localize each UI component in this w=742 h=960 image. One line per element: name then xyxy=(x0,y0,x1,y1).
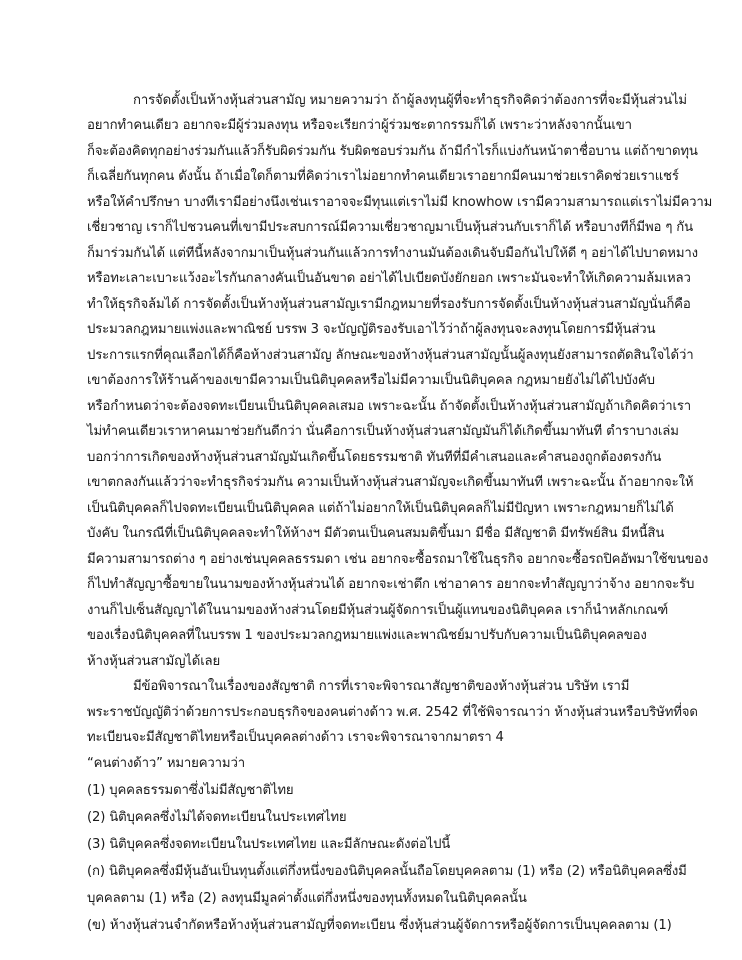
list-item-3-b: (ข) ห้างหุ้นส่วนจำกัดหรือห้างหุ้นส่วนสามัญที่จดทะเบียน ซึ่งหุ้นส่วนผู้จัดการหรือผู้จัดการเป็นบุคคลตาม (1) xyxy=(87,918,672,933)
paragraph-1-line-18: บังคับ ในกรณีที่เป็นนิติบุคคลจะทำให้ห้างฯ มีตัวตนเป็นคนสมมติขึ้นมา มีชื่อ มีสัญชาติ มีทรัพย์สิน มีหนี้สิน xyxy=(87,526,665,541)
paragraph-2-line-1: มีข้อพิจารณาในเรื่องของสัญชาติ การที่เราจะพิจารณาสัญชาติของห้างหุ้นส่วน บริษัท เรามี xyxy=(133,679,630,694)
paragraph-1-line-22: ของเรื่องนิติบุคคลที่ในบรรพ 1 ของประมวลกฎหมายแพ่งและพาณิชย์มาปรับกับความเป็นนิติบุคคลของ xyxy=(87,628,647,643)
paragraph-1-line-12: เขาต้องการให้ร้านค้าของเขามีความเป็นนิติบุคคลหรือไม่มีความเป็นนิติบุคคล กฎหมายยังไม่ได้ไปบังคับ xyxy=(87,373,655,388)
paragraph-1-line-11: ประการแรกที่คุณเลือกได้ก็คือห้างส่วนสามัญ ลักษณะของห้างหุ้นส่วนสามัญนั้นผู้ลงทุนยังสามารถตัดสินใจได้ว่า xyxy=(87,348,694,363)
paragraph-1-line-5: หรือให้คำปรึกษา บางทีเรามีอย่างนึงเช่นเราอาจจะมีทุนแต่เราไม่มี knowhow เรามีความสามารถแต่เราไม่มีความ xyxy=(87,195,713,210)
paragraph-1-line-7: ก็มาร่วมกันได้ แต่ทีนี้หลังจากมาเป็นหุ้นส่วนกันแล้วการทำงานมันต้องเดินจับมือกันไปให้ดี ๆ อย่าได้ไปบาดหมาง xyxy=(87,246,698,261)
paragraph-1-line-6: เชี่ยวชาญ เราก็ไปชวนคนที่เขามีประสบการณ์มีความเชี่ยวชาญมาเป็นหุ้นส่วนกับเราก็ได้ หรือบางทีก็มีพอ ๆ กัน xyxy=(87,220,693,235)
paragraph-2-line-2: พระราชบัญญัติว่าด้วยการประกอบธุรกิจของคนต่างด้าว พ.ศ. 2542 ที่ใช้พิจารณาว่า ห้างหุ้นส่วนหรือบริษัทที่จด xyxy=(87,705,698,720)
paragraph-1-line-2: อยากทำคนเดียว อยากจะมีผู้ร่วมลงทุน หรือจะเรียกว่าผู้ร่วมชะตากรรมก็ได้ เพราะว่าหลังจากนั้นเขา xyxy=(87,118,632,133)
paragraph-1-line-20: ก็ไปทำสัญญาซื้อขายในนามของห้างหุ้นส่วนได้ อยากจะเช่าตึก เช่าอาคาร อยากจะทำสัญญาว่าจ้าง อยากจะรับ xyxy=(87,577,695,592)
paragraph-1-line-8: หรือทะเลาะเบาะแว้งอะไรกันกลางคันเป็นอันขาด อย่าได้ไปเบียดบังยักยอก เพราะมันจะทำให้เกิดความล้มเหลว xyxy=(87,271,691,286)
paragraph-1-line-10: ประมวลกฎหมายแพ่งและพาณิชย์ บรรพ 3 จะบัญญัติรองรับเอาไว้ว่าถ้าผู้ลงทุนจะลงทุนโดยการมีหุ้นส่วน xyxy=(87,322,656,337)
list-item-3: (3) นิติบุคคลซึ่งจดทะเบียนในประเทศไทย และมีลักษณะดังต่อไปนี้ xyxy=(87,837,451,852)
paragraph-1-line-1: การจัดตั้งเป็นห้างหุ้นส่วนสามัญ หมายความว่า ถ้าผู้ลงทุนผู้ที่จะทำธุรกิจคิดว่าต้องการที่จะมีหุ้นส่วนไม่ xyxy=(133,93,687,108)
paragraph-1-line-17: เป็นนิติบุคคลก็ไปจดทะเบียนเป็นนิติบุคคล แต่ถ้าไม่อยากให้เป็นนิติบุคคลก็ไม่มีปัญหา เพราะกฎหมายก็ไม่ได้ xyxy=(87,501,674,516)
paragraph-2-line-3: ทะเบียนจะมีสัญชาติไทยหรือเป็นบุคคลต่างด้าว เราจะพิจารณาจากมาตรา 4 xyxy=(87,730,504,745)
paragraph-1-line-14: ไม่ทำคนเดียวเราหาคนมาช่วยกันดีกว่า นั่นคือการเป็นห้างหุ้นส่วนสามัญมันก็ได้เกิดขึ้นมาทันที ตำราบางเล่ม xyxy=(87,424,679,439)
paragraph-1-line-19: มีความสามารถต่าง ๆ อย่างเช่นบุคคลธรรมดา เช่น อยากจะซื้อรถมาใช้ในธุรกิจ อยากจะซื้อรถปิคอัพมาใช้ขนของ xyxy=(87,552,709,567)
paragraph-1-line-23: ห้างหุ้นส่วนสามัญได้เลย xyxy=(87,654,221,669)
paragraph-1-line-3: ก็จะต้องคิดทุกอย่างร่วมกันแล้วก็รับผิดร่วมกัน รับผิดชอบร่วมกัน ถ้ามีกำไรก็แบ่งกันหน้าตาชื่อบาน แต่ถ้าขาดทุน xyxy=(87,144,698,159)
paragraph-1-line-21: งานก็ไปเซ็นสัญญาได้ในนามของห้างส่วนโดยมีหุ้นส่วนผู้จัดการเป็นผู้แทนของนิติบุคคล เราก็นำหลักเกณฑ์ xyxy=(87,603,669,618)
paragraph-1-line-4: ก็เฉลี่ยกันทุกคน ดังนั้น ถ้าเมื่อใดก็ตามที่คิดว่าเราไม่อยากทำคนเดียวเราอยากมีคนมาช่วยเราคิดช่วยเราแชร์ xyxy=(87,169,679,184)
list-item-2: (2) นิติบุคคลซึ่งไม่ได้จดทะเบียนในประเทศไทย xyxy=(87,810,347,825)
list-item-3-a-cont: บุคคลตาม (1) หรือ (2) ลงทุนมีมูลค่าตั้งแต่กึ่งหนึ่งของทุนทั้งหมดในนิติบุคคลนั้น xyxy=(87,891,527,906)
definition-heading: “คนต่างด้าว” หมายความว่า xyxy=(87,756,245,771)
paragraph-1-line-16: เขาตกลงกันแล้วว่าจะทำธุรกิจร่วมกัน ความเป็นห้างหุ้นส่วนสามัญจะเกิดขึ้นมาทันที เพราะฉะนั้น ถ้าอยากจะให้ xyxy=(87,475,694,490)
paragraph-1-line-13: หรือกำหนดว่าจะต้องจดทะเบียนเป็นนิติบุคคลเสมอ เพราะฉะนั้น ถ้าจัดตั้งเป็นห้างหุ้นส่วนสามัญถ้าเกิดคิดว่าเรา xyxy=(87,399,692,414)
list-item-1: (1) บุคคลธรรมดาซึ่งไม่มีสัญชาติไทย xyxy=(87,783,294,798)
list-item-3-a: (ก) นิติบุคคลซึ่งมีหุ้นอันเป็นทุนตั้งแต่กึ่งหนึ่งของนิติบุคคลนั้นถือโดยบุคคลตาม (1) หรือ (2) หรือนิติบุคคลซึ่งมี xyxy=(87,864,687,879)
paragraph-1-line-9: ทำให้ธุรกิจล้มได้ การจัดตั้งเป็นห้างหุ้นส่วนสามัญเรามีกฎหมายที่รองรับการจัดตั้งเป็นห้างหุ้นส่วนสามัญนั่นก็คือ xyxy=(87,297,691,312)
paragraph-1-line-15: บอกว่าการเกิดของห้างหุ้นส่วนสามัญมันเกิดขึ้นโดยธรรมชาติ ทันทีที่มีคำเสนอและคำสนองถูกต้องตรงกัน xyxy=(87,450,662,465)
